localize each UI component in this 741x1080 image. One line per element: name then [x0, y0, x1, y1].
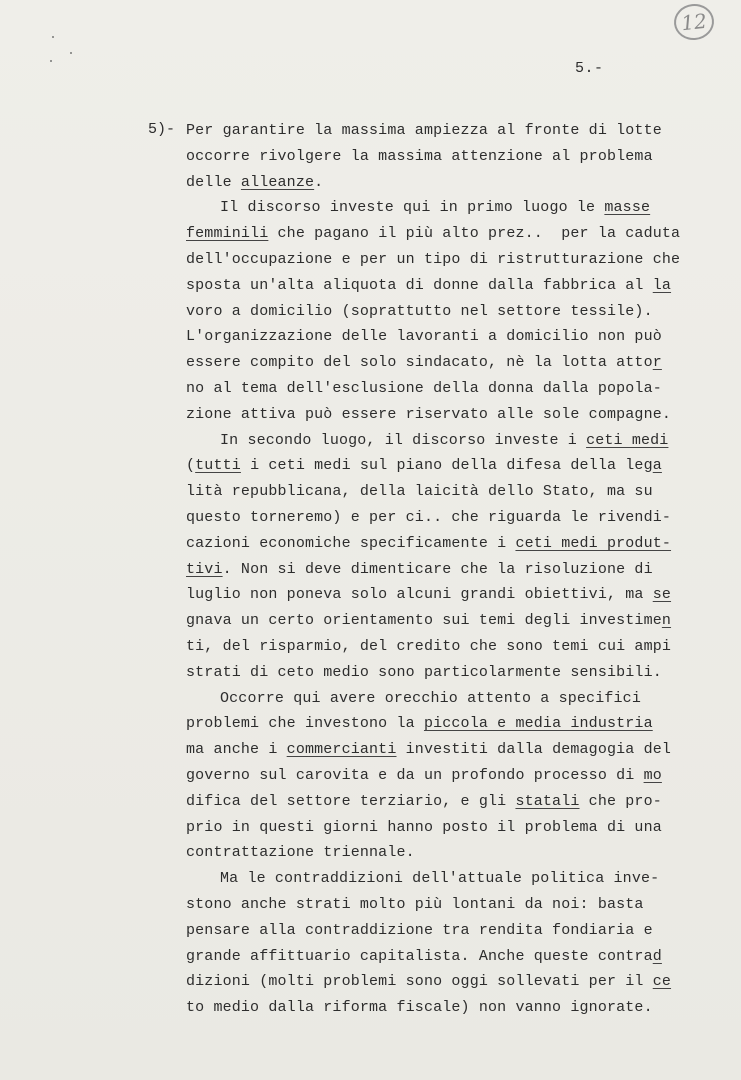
text-line: [186, 428, 676, 454]
underlined-text: se: [652, 586, 672, 604]
paper-speck: [70, 52, 72, 54]
underlined-text: alleanze: [240, 173, 315, 191]
underlined-text: masse: [604, 199, 651, 217]
text-segment: ti, del risparmio, del credito che sono temi cui ampi: [186, 637, 672, 655]
archive-page-stamp: [672, 2, 716, 42]
text-line: [186, 402, 676, 428]
underlined-text: piccola e media industria: [423, 715, 653, 733]
paragraph: [186, 428, 676, 686]
text-segment: investiti dalla demagogia del: [396, 741, 672, 759]
text-line: [186, 247, 681, 273]
text-line: [186, 634, 676, 660]
text-segment: questo torneremo) e per ci.. che riguarda le rivendi-: [186, 508, 672, 526]
text-line: [186, 170, 676, 196]
text-line: [186, 866, 676, 892]
underlined-text: mo: [643, 766, 662, 784]
underlined-text: la: [652, 276, 672, 294]
text-segment: Il discorso investe qui in primo luogo le: [220, 199, 605, 217]
text-segment: stono anche strati molto più lontani da noi: basta: [186, 895, 644, 913]
text-line: [186, 557, 676, 583]
text-line: [186, 995, 676, 1021]
text-segment: L'organizzazione delle lavoranti a domicilio non può: [186, 328, 662, 346]
text-segment: che pagano il più alto prez.. per la caduta: [268, 225, 681, 243]
text-segment: pensare alla contraddizione tra rendita fondiaria e: [186, 921, 653, 939]
text-line: [186, 789, 676, 815]
text-segment: ma anche i: [186, 741, 287, 759]
text-line: [186, 582, 676, 608]
text-segment: Per garantire la massima ampiezza al fronte di lotte: [186, 122, 662, 139]
text-line: [186, 221, 681, 247]
text-line: [186, 324, 676, 350]
underlined-text: femminili: [186, 225, 269, 243]
page-number: 5.-: [575, 60, 604, 77]
underlined-text: r: [652, 354, 662, 372]
text-line: [186, 918, 676, 944]
underlined-text: tutti: [195, 457, 241, 475]
text-segment: voro a domicilio (soprattutto nel settore tessile).: [186, 302, 653, 320]
text-line: [186, 350, 676, 376]
text-segment: luglio non poneva solo alcuni grandi obiettivi, ma: [186, 586, 653, 604]
text-segment: occorre rivolgere la massima attenzione al problema: [186, 147, 653, 165]
text-segment: difica del settore terziario, e gli: [186, 792, 516, 810]
text-line: [186, 479, 676, 505]
text-segment: . Non si deve dimenticare che la risoluzione di: [222, 560, 653, 578]
text-segment: grande affittuario capitalista. Anche queste contra: [186, 947, 653, 965]
text-line: [186, 969, 676, 995]
text-line: [186, 840, 676, 866]
text-line: [186, 686, 676, 712]
underlined-text: ceti medi produt-: [515, 534, 672, 552]
text-line: [186, 660, 676, 686]
text-segment: In secondo luogo, il discorso investe i: [220, 431, 587, 449]
underlined-text: a: [652, 457, 662, 475]
text-segment: dell'occupazione e per un tipo di ristrutturazione che: [186, 250, 681, 268]
text-segment: i ceti medi sul piano della difesa della leg: [240, 457, 653, 475]
text-segment: to medio dalla riforma fiscale) non vanno ignorate.: [186, 999, 653, 1017]
text-segment: Occorre qui avere orecchio attento a specifici: [220, 689, 641, 707]
text-segment: zione attiva può essere riservato alle sole compagne.: [186, 405, 672, 423]
text-line: [186, 505, 676, 531]
text-line: [186, 531, 676, 557]
text-segment: prio in questi giorni hanno posto il problema di una: [186, 818, 662, 836]
text-line: [186, 118, 676, 144]
text-segment: dizioni (molti problemi sono oggi sollevati per il: [186, 973, 653, 991]
body-text: [186, 118, 681, 1021]
text-segment: problemi che investono la: [186, 715, 424, 733]
text-segment: (: [186, 457, 196, 475]
text-segment: strati di ceto medio sono particolarmente sensibili.: [186, 663, 662, 681]
underlined-text: d: [652, 947, 662, 965]
text-line: [186, 711, 676, 737]
underlined-text: statali: [515, 792, 580, 810]
paragraph: [186, 686, 676, 867]
text-segment: lità repubblicana, della laicità dello Stato, ma su: [186, 483, 653, 501]
underlined-text: tivi: [186, 560, 223, 578]
paragraph: [186, 195, 681, 427]
text-line: [186, 763, 676, 789]
paper-speck: [52, 36, 54, 38]
text-line: [186, 144, 676, 170]
text-line: [186, 299, 676, 325]
underlined-text: ce: [652, 973, 672, 991]
text-line: [186, 195, 676, 221]
text-segment: cazioni economiche specificamente i: [186, 534, 516, 552]
underlined-text: commercianti: [286, 741, 397, 759]
text-segment: gnava un certo orientamento sui temi degli investime: [186, 612, 662, 630]
paper-speck: [50, 60, 52, 62]
underlined-text: n: [661, 612, 672, 630]
underlined-text: ceti medi: [586, 431, 669, 449]
text-segment: no al tema dell'esclusione della donna dalla popola-: [186, 379, 662, 397]
text-line: [186, 376, 676, 402]
text-line: [186, 737, 676, 763]
text-line: [186, 273, 676, 299]
text-segment: che pro-: [579, 792, 662, 810]
text-segment: delle: [186, 173, 241, 191]
text-segment: sposta un'alta aliquota di donne dalla fabbrica al: [186, 276, 653, 294]
text-segment: essere compito del solo sindacato, nè la lotta atto: [186, 354, 653, 372]
text-line: [186, 608, 676, 634]
text-segment: governo sul carovita e da un profondo processo di: [186, 766, 644, 784]
text-line: [186, 815, 676, 841]
paragraph: [186, 118, 676, 195]
text-line: [186, 944, 676, 970]
text-line: [186, 892, 676, 918]
text-segment: .: [314, 173, 324, 191]
section-marker: 5)-: [148, 121, 176, 138]
text-segment: Ma le contraddizioni dell'attuale politica inve-: [220, 870, 660, 888]
stamp-number: 12: [680, 8, 708, 36]
paragraph: [186, 866, 676, 1021]
text-segment: contrattazione triennale.: [186, 844, 415, 862]
text-line: [186, 453, 676, 479]
